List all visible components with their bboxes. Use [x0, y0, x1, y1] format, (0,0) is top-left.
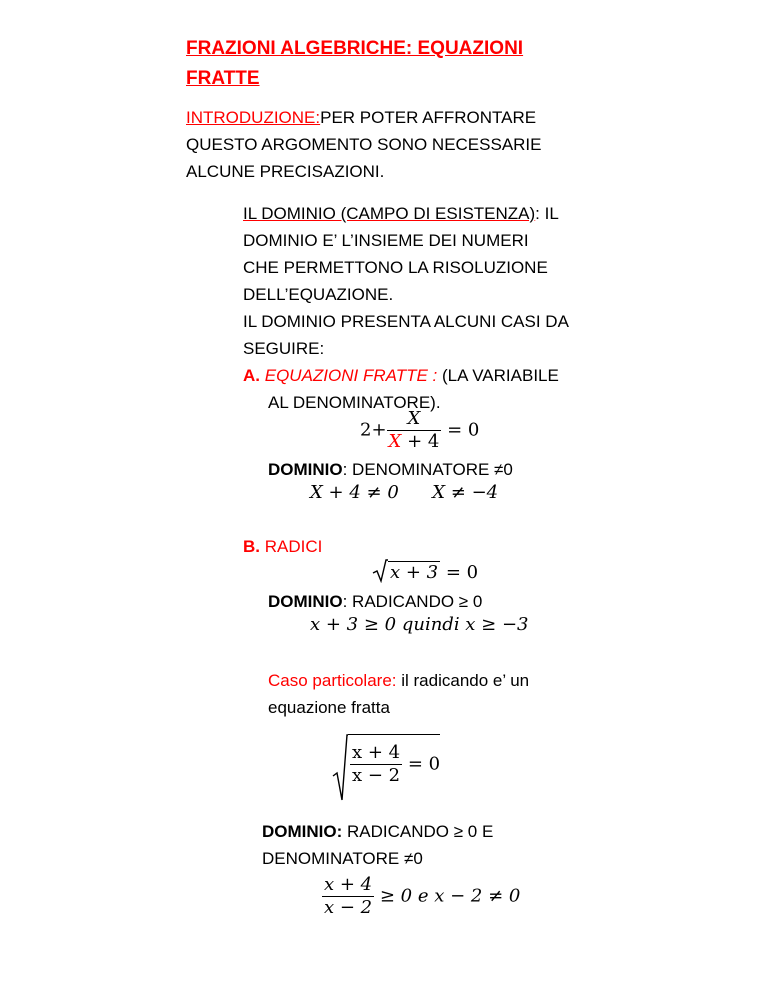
page-title-cont: [186, 64, 260, 93]
case-a-domain-text: : DENOMINATORE ≠0: [342, 460, 513, 479]
particular-domain-line-1: [262, 818, 493, 845]
dominio-line-1: [243, 200, 559, 227]
case-b-title: RADICI: [264, 537, 323, 556]
dominio-line-5: IL DOMINIO PRESENTA ALCUNI CASI DA: [243, 312, 569, 331]
eq-a-den-rest: + 4: [407, 431, 440, 452]
case-a-equation: [360, 408, 479, 453]
case-a-desc-line-2: AL DENOMINATORE).: [268, 393, 441, 412]
case-a-domain-label: DOMINIO: [268, 460, 343, 479]
case-b-condition: x + 3 ≥ 0 quindi x ≥ −3: [310, 614, 529, 635]
particular-numerator: x + 4: [352, 742, 401, 763]
particular-denominator: x − 2: [352, 765, 401, 786]
particular-domain-line-2: DENOMINATORE ≠0: [262, 849, 423, 868]
particular-cond-fraction: [322, 874, 374, 919]
eq-a-lhs: 2+: [360, 419, 387, 441]
eq-a-fraction: [387, 408, 442, 453]
case-b-equation: [372, 561, 478, 585]
particular-fraction: [350, 742, 402, 787]
case-b-marker: B.: [243, 537, 260, 556]
particular-text: il radicando e’ un: [396, 671, 530, 690]
intro-label: INTRODUZIONE:: [186, 108, 321, 127]
title-line-2: FRATTE: [186, 68, 260, 89]
sqrt-bar: [348, 734, 440, 735]
case-a-desc: (LA VARIABILE: [437, 366, 559, 385]
intro-line-3: ALCUNE PRECISAZIONI.: [186, 162, 385, 181]
case-b-domain: [268, 588, 482, 615]
intro-text: PER POTER AFFRONTARE: [320, 108, 537, 127]
particular-cond-denominator: x − 2: [324, 897, 373, 918]
sqrt-icon: [372, 559, 388, 583]
dominio-line-2: DOMINIO E’ L’INSIEME DEI NUMERI: [243, 231, 529, 250]
eq-a-rhs: = 0: [447, 419, 480, 441]
particular-fraction-wrap: [350, 742, 440, 787]
sqrt-icon-large: [332, 734, 348, 802]
case-b-domain-label: DOMINIO: [268, 592, 343, 611]
dominio-line-4: DELL’EQUAZIONE.: [243, 285, 394, 304]
title-line-1: FRAZIONI ALGEBRICHE: EQUAZIONI: [186, 38, 524, 59]
particular-cond-numerator: x + 4: [324, 874, 373, 895]
eq-a-numerator: X: [387, 408, 442, 431]
particular-domain-text: RADICANDO ≥ 0 E: [342, 822, 494, 841]
dominio-line-3: CHE PERMETTONO LA RISOLUZIONE: [243, 258, 548, 277]
intro-line-2: QUESTO ARGOMENTO SONO NECESSARIE: [186, 135, 542, 154]
case-a-cond-1: X + 4 ≠ 0: [310, 482, 399, 503]
case-a-cond-2: X ≠ −4: [432, 482, 499, 503]
dominio-text: : IL: [535, 204, 559, 223]
eq-b-rhs: = 0: [445, 562, 479, 583]
case-a-marker: A.: [243, 366, 260, 385]
particular-line-2: equazione fratta: [268, 698, 390, 717]
case-a-title: EQUAZIONI FRATTE :: [264, 366, 438, 385]
particular-condition: [322, 874, 520, 919]
dominio-line-6: SEGUIRE:: [243, 339, 325, 358]
particular-rhs: = 0: [407, 753, 441, 775]
case-a-heading: [243, 362, 559, 389]
particular-cond-rest: ≥ 0 e x − 2 ≠ 0: [379, 885, 521, 907]
case-b-heading: [243, 533, 322, 560]
page-title: [186, 34, 523, 63]
particular-domain-label: DOMINIO:: [262, 822, 343, 841]
eq-a-den-var: X: [388, 431, 402, 452]
case-b-domain-text: : RADICANDO ≥ 0: [342, 592, 483, 611]
case-a-domain: [268, 456, 513, 483]
dominio-label: IL DOMINIO (CAMPO DI ESISTENZA): [243, 204, 536, 223]
intro-line-1: [186, 104, 536, 131]
eq-a-denominator: [387, 431, 442, 453]
particular-label: Caso particolare:: [268, 671, 397, 690]
eq-b-radicand: x + 3: [390, 562, 439, 583]
particular-line-1: [268, 667, 529, 694]
case-a-condition: [310, 482, 498, 503]
